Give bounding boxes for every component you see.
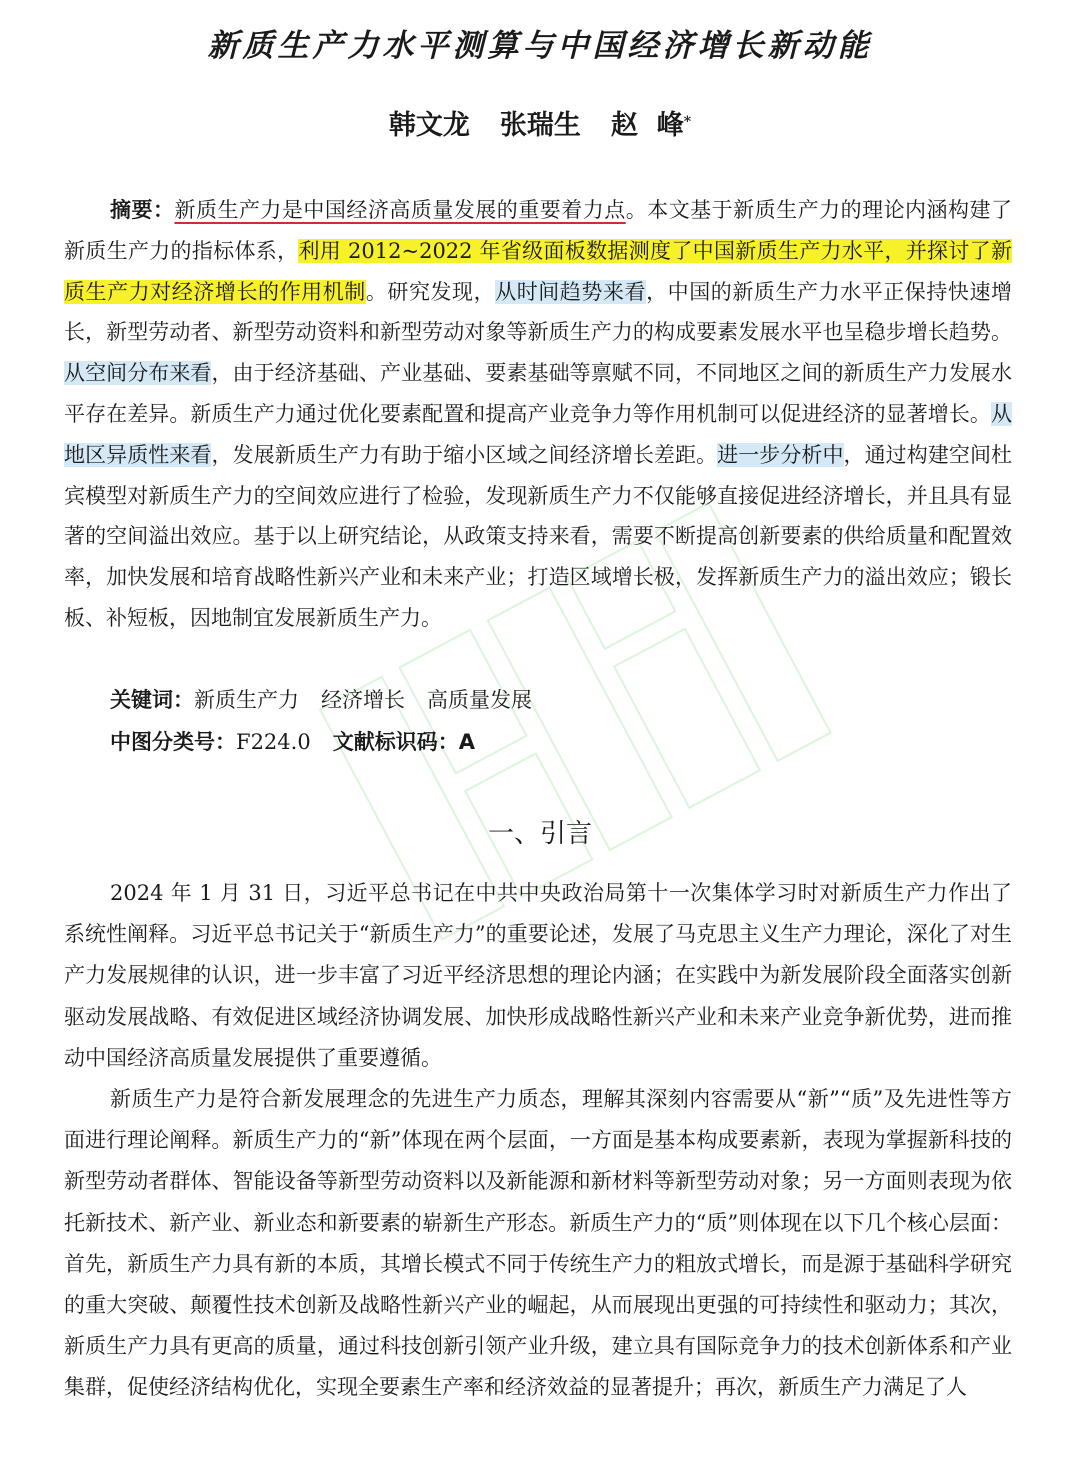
- abstract-text: ，通过构建空间杜宾模型对新质生产力的空间效应进行了检验，发现新质生产力不仅能够直接促进经济增长，并且具有显著的空间溢出效应。基于以上研究结论，从政策支持来看，需要不断提高创新要素的供给质量和配置效率，加快发展和培育战略性新兴产业和未来产业；打造区域增长极，发挥新质生产力的溢出效应；锻长板、补短板，因地制宜发展新质生产力。: [64, 442, 1013, 630]
- abstract-highlight-time-trend: 从时间趋势来看: [495, 279, 647, 304]
- abstract-highlight-spatial: 从空间分布来看: [64, 361, 212, 386]
- abstract: [64, 190, 1012, 639]
- keyword: 高质量发展: [427, 688, 532, 712]
- classification-line: [110, 722, 475, 762]
- abstract-highlighted-method: 利用 2012~2022 年省级面板数据测度了中国新质生产力水平，并探讨了新质生产力对经济增长的作用机制: [64, 238, 1012, 304]
- abstract-text: 。研究发现，: [365, 279, 496, 304]
- author-list: [0, 106, 1080, 146]
- keywords: [110, 680, 532, 720]
- body-paragraph: 新质生产力是符合新发展理念的先进生产力质态，理解其深刻内容需要从“新”“质”及先进性等方面进行理论阐释。新质生产力的“新”体现在两个层面，一方面是基本构成要素新，表现为掌握新科技的新型劳动者群体、智能设备等新型劳动资料以及新能源和新材料等新型劳动对象；另一方面则表现为依托新技术、新产业、新业态和新要素的崭新生产形态。新质生产力的“质”则体现在以下几个核心层面：首先，新质生产力具有新的本质，其增长模式不同于传统生产力的粗放式增长，而是源于基础科学研究的重大突破、颠覆性技术创新及战略性新兴产业的崛起，从而展现出更强的可持续性和驱动力；其次，新质生产力具有更高的质量，通过科技创新引领产业升级，建立具有国际竞争力的技术创新体系和产业集群，促使经济结构优化，实现全要素生产率和经济效益的显著提升；再次，新质生产力满足了人: [64, 1087, 1012, 1400]
- abstract-text: 。本文基于新质生产力的理论内涵构建了新质生产力的指标体系，: [64, 198, 1013, 263]
- keyword: 经济增长: [321, 688, 405, 712]
- keyword: 新质生产力: [194, 688, 299, 712]
- abstract-highlight-further-analysis: 进一步分析中: [717, 442, 844, 467]
- keywords-label: 关键词：: [110, 688, 194, 712]
- corresponding-author-mark: *: [683, 114, 692, 130]
- abstract-label: 摘要：: [110, 198, 175, 222]
- clc-number: F224.0: [236, 730, 311, 754]
- paper-title: 新质生产力水平测算与中国经济增长新动能: [207, 28, 873, 64]
- author-name: 韩文龙: [388, 110, 470, 141]
- abstract-underlined-sentence: 新质生产力是中国经济高质量发展的重要着力点: [174, 198, 626, 222]
- section-heading: 一、引言: [487, 819, 592, 849]
- abstract-text: ，发展新质生产力有助于缩小区域之间经济增长差距。: [211, 442, 718, 467]
- clc-label: 中图分类号：: [110, 730, 236, 754]
- abstract-text: ，中国的新质生产力水平正保持快速增长，新型劳动者、新型劳动资料和新型劳动对象等新质生产力的构成要素发展水平也呈稳步增长趋势。: [64, 279, 1013, 345]
- author-name: 张瑞生: [499, 110, 581, 141]
- body-paragraph: 2024 年 1 月 31 日，习近平总书记在中共中央政治局第十一次集体学习时对新质生产力作出了系统性阐释。习近平总书记关于“新质生产力”的重要论述，发展了马克思主义生产力理论，深化了对生产力发展规律的认识，进一步丰富了习近平经济思想的理论内涵；在实践中为新发展阶段全面落实创新驱动发展战略、有效促进区域经济协调发展、加快形成战略性新兴产业和未来产业竞争新优势，进而推动中国经济高质量发展提供了重要遵循。: [64, 881, 1012, 1070]
- abstract-highlight-heterogeneity: 从地区异质性来看: [64, 401, 1012, 467]
- doc-code-label: 文献标识码：: [332, 730, 459, 754]
- abstract-text: ，由于经济基础、产业基础、要素基础等禀赋不同，不同地区之间的新质生产力发展水平存在差异。新质生产力通过优化要素配置和提高产业竞争力等作用机制可以促进经济的显著增长。: [64, 361, 1013, 426]
- doc-code-value: A: [458, 730, 475, 754]
- author-name: 赵 峰: [610, 110, 684, 141]
